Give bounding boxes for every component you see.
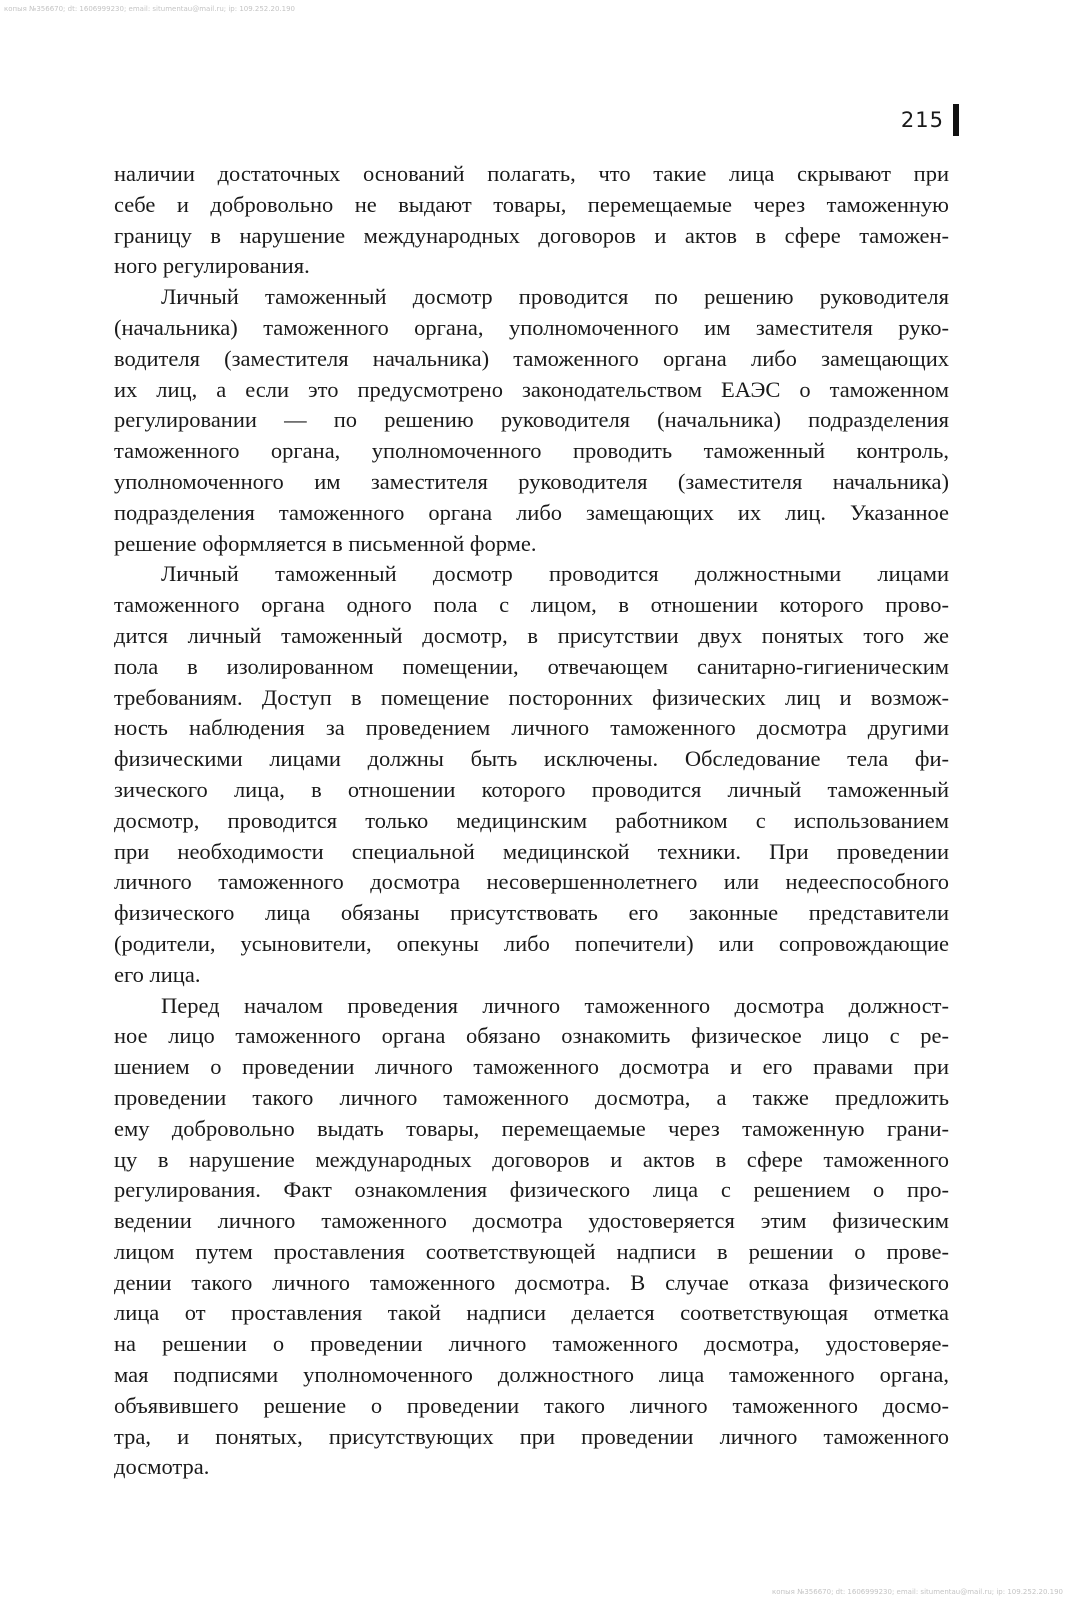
text-line: цу в нарушение международных договоров и актов в сфере таможенного: [114, 1146, 949, 1172]
text-line: мая подписями уполномоченного должностного лица таможенного органа,: [114, 1362, 949, 1388]
text-line: ему добровольно выдать товары, перемещаемые через таможенную грани-: [114, 1115, 949, 1141]
text-line: их лиц, а если это предусмотрено законодательством ЕАЭС о таможенном: [114, 376, 949, 402]
text-line: ность наблюдения за проведением личного таможенного досмотра другими: [114, 715, 949, 741]
text-line: на решении о проведении личного таможенного досмотра, удостоверяе-: [114, 1331, 949, 1357]
text-line: ное лицо таможенного органа обязано ознакомить физическое лицо с ре-: [114, 1023, 949, 1049]
text-line: ного регулирования.: [114, 253, 310, 279]
text-line: (начальника) таможенного органа, уполномоченного им заместителя руко-: [114, 314, 949, 340]
text-line: дении такого личного таможенного досмотра. В случае отказа физического: [114, 1269, 949, 1295]
text-line: ведении личного таможенного досмотра удостоверяется этим физическим: [114, 1208, 949, 1234]
text-line: (родители, усыновители, опекуны либо попечители) или сопровождающие: [114, 930, 949, 956]
paragraph: [114, 559, 949, 990]
watermark-top: копыя №356670; dt: 1606999230; email: situmentau@mail.ru; ip: 109.252.20.190: [4, 5, 295, 13]
page-header: [901, 104, 959, 136]
text-line: подразделения таможенного органа либо замещающих их лиц. Указанное: [114, 499, 949, 525]
paragraph: [114, 159, 949, 282]
text-line: наличии достаточных оснований полагать, что такие лица скрывают при: [114, 161, 949, 186]
text-line: таможенного органа, уполномоченного проводить таможенный контроль,: [114, 438, 949, 464]
text-line: физическими лицами должны быть исключены. Обследование тела фи-: [114, 746, 949, 772]
text-line: дится личный таможенный досмотр, в присутствии двух понятых того же: [114, 622, 949, 648]
text-line: требованиям. Доступ в помещение посторонних физических лиц и возмож-: [114, 684, 949, 710]
text-line: зического лица, в отношении которого проводится личный таможенный: [114, 776, 949, 802]
text-line: границу в нарушение международных договоров и актов в сфере таможен-: [114, 222, 949, 248]
text-line: при необходимости специальной медицинской техники. При проведении: [114, 838, 949, 864]
text-line: регулировании — по решению руководителя (начальника) подразделения: [114, 407, 949, 433]
paragraph: [114, 282, 949, 559]
text-line: водителя (заместителя начальника) таможенного органа либо замещающих: [114, 345, 949, 371]
text-line: лица от проставления такой надписи делается соответствующая отметка: [114, 1300, 949, 1326]
text-line: шением о проведении личного таможенного досмотра и его правами при: [114, 1054, 949, 1080]
text-line: личного таможенного досмотра несовершеннолетнего или недееспособного: [114, 869, 949, 895]
text-line: лицом путем проставления соответствующей надписи в решении о прове-: [114, 1238, 949, 1264]
text-line: проведении такого личного таможенного досмотра, а также предложить: [114, 1084, 949, 1110]
text-line: тра, и понятых, присутствующих при проведении личного таможенного: [114, 1423, 949, 1449]
text-line: уполномоченного им заместителя руководителя (заместителя начальника): [114, 468, 949, 494]
text-line: досмотра.: [114, 1454, 210, 1480]
text-line: решение оформляется в письменной форме.: [114, 530, 537, 556]
text-line: Личный таможенный досмотр проводится по решению руководителя: [161, 284, 949, 310]
page-marker-bar: [953, 104, 959, 136]
text-line: таможенного органа одного пола с лицом, в отношении которого прово-: [114, 592, 949, 618]
text-line: пола в изолированном помещении, отвечающем санитарно-гигиеническим: [114, 653, 949, 679]
text-line: объявившего решение о проведении такого личного таможенного досмо-: [114, 1392, 949, 1418]
body-text: [114, 159, 949, 1483]
paragraph: [114, 991, 949, 1484]
text-line: себе и добровольно не выдают товары, перемещаемые через таможенную: [114, 191, 949, 217]
text-line: регулирования. Факт ознакомления физического лица с решением о про-: [114, 1177, 949, 1203]
watermark-bottom: копыя №356670; dt: 1606999230; email: situmentau@mail.ru; ip: 109.252.20.190: [772, 1588, 1063, 1596]
text-line: его лица.: [114, 961, 201, 987]
text-line: досмотр, проводится только медицинским работником с использованием: [114, 807, 949, 833]
page-number: 215: [900, 108, 944, 132]
text-line: Личный таможенный досмотр проводится должностными лицами: [161, 561, 949, 587]
text-line: физического лица обязаны присутствовать его законные представители: [114, 900, 949, 926]
text-line: Перед началом проведения личного таможенного досмотра должност-: [161, 992, 949, 1018]
